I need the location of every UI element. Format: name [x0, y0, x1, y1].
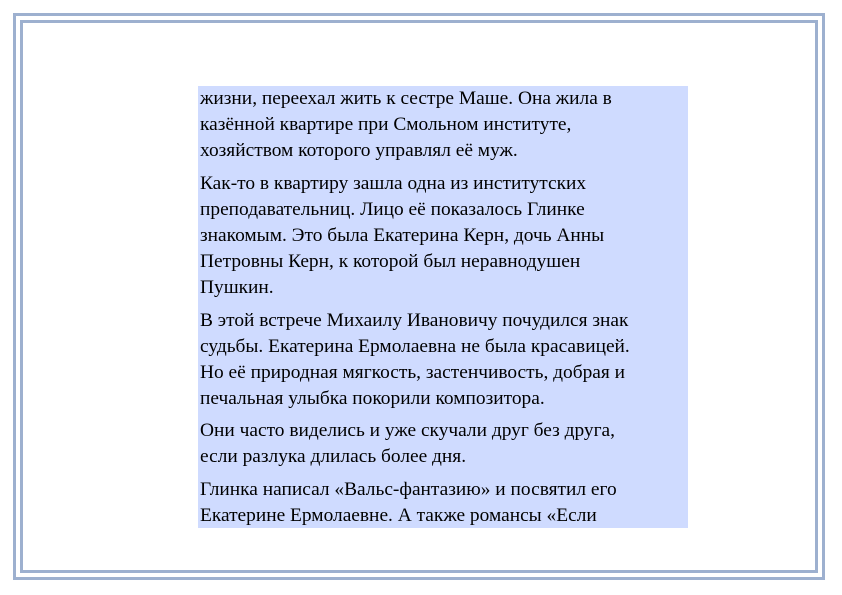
text-line: судьбы. Екатерина Ермолаевна не была красавицей.: [200, 335, 630, 357]
text-line: казённой квартире при Смольном институте,: [200, 114, 572, 136]
text-box: [198, 86, 688, 528]
text-line: Петровны Керн, к которой был неравнодушен: [200, 251, 581, 273]
text-line: Как-то в квартиру зашла одна из институтских: [200, 172, 587, 194]
text-line: Но её природная мягкость, застенчивость, добрая и: [200, 361, 626, 383]
text-line: хозяйством которого управлял её муж.: [200, 140, 518, 162]
text-line: печальная улыбка покорили композитора.: [200, 388, 545, 410]
paragraph-2: [200, 171, 686, 302]
text-line: жизни, переехал жить к сестре Маше. Она жила в: [200, 88, 612, 109]
paragraph-1: [200, 86, 686, 165]
text-line: знакомым. Это была Екатерина Керн, дочь Анны: [200, 224, 605, 246]
paragraph-5: [200, 477, 686, 528]
text-line: Глинка написал «Вальс-фантазию» и посвятил его: [200, 478, 617, 500]
text-line: Они часто виделись и уже скучали друг без друга,: [200, 420, 615, 442]
paragraph-3: [200, 308, 686, 413]
text-line: Пушкин.: [200, 277, 274, 299]
text-line: В этой встрече Михаилу Ивановичу почудился знак: [200, 309, 629, 331]
text-line: Екатерине Ермолаевне. А также романсы «Если: [200, 504, 597, 526]
paragraph-4: [200, 418, 686, 470]
text-line: преподавательниц. Лицо её показалось Глинке: [200, 198, 585, 220]
text-line: если разлука длилась более дня.: [200, 446, 467, 468]
